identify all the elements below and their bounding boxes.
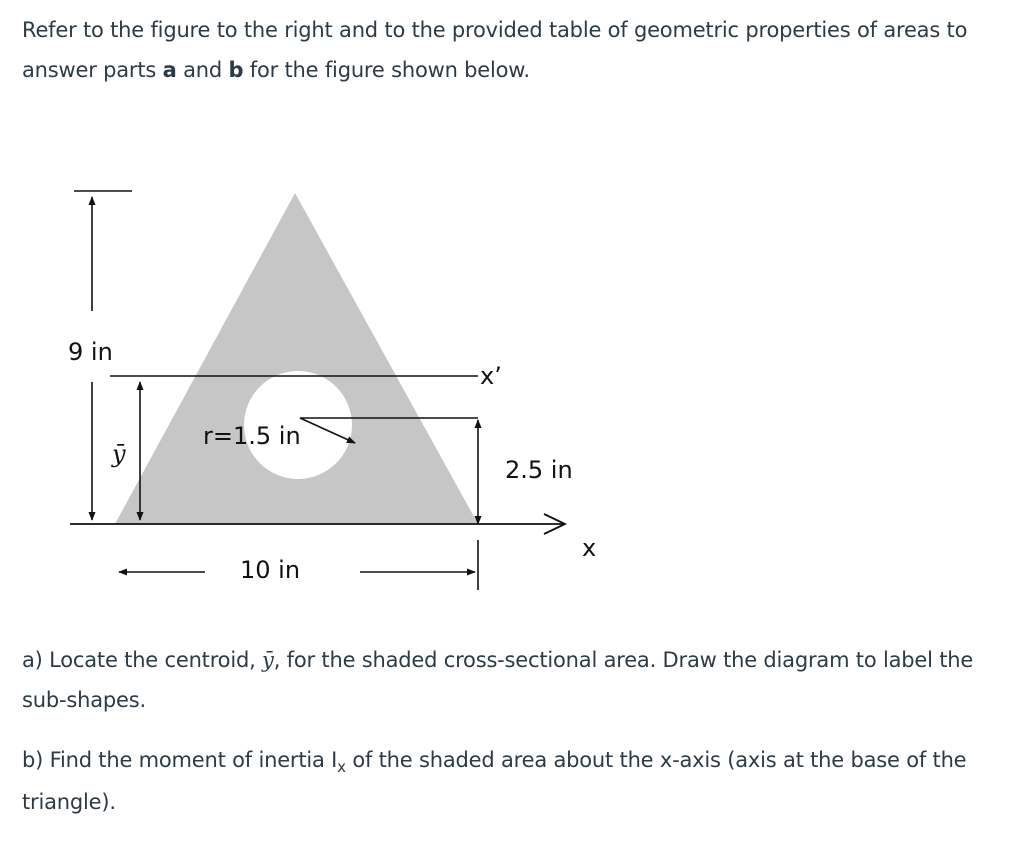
part-b-subscript: x [337, 758, 346, 776]
base-label: 10 in [240, 556, 301, 584]
height-label: 9 in [68, 338, 113, 366]
intro-text-1: Refer to the figure to the right and to the provided table of geometric properties of areas to answer parts [22, 18, 968, 82]
part-b-paragraph [22, 740, 1022, 822]
ybar-symbol: ȳ [262, 648, 274, 672]
offset-label: 2.5 in [505, 456, 573, 484]
xprime-label: x’ [480, 362, 502, 390]
intro-bold-a: a [162, 58, 177, 82]
intro-bold-b: b [228, 58, 244, 82]
ybar-label: ȳ [112, 440, 126, 468]
part-a-suffix: , for the shaded cross-sectional area. Draw the diagram to label the sub-shapes. [22, 648, 974, 712]
x-axis-label: x [582, 534, 597, 562]
part-b-suffix: of the shaded area about the x-axis (axis at the base of the triangle). [22, 748, 967, 814]
part-b-prefix: b) Find the moment of inertia I [22, 748, 338, 772]
intro-text-2: for the figure shown below. [243, 58, 530, 82]
radius-label: r=1.5 in [203, 422, 301, 450]
part-a-prefix: a) Locate the centroid, [22, 648, 263, 672]
intro-and: and [176, 58, 229, 82]
part-a-paragraph [22, 640, 1002, 720]
